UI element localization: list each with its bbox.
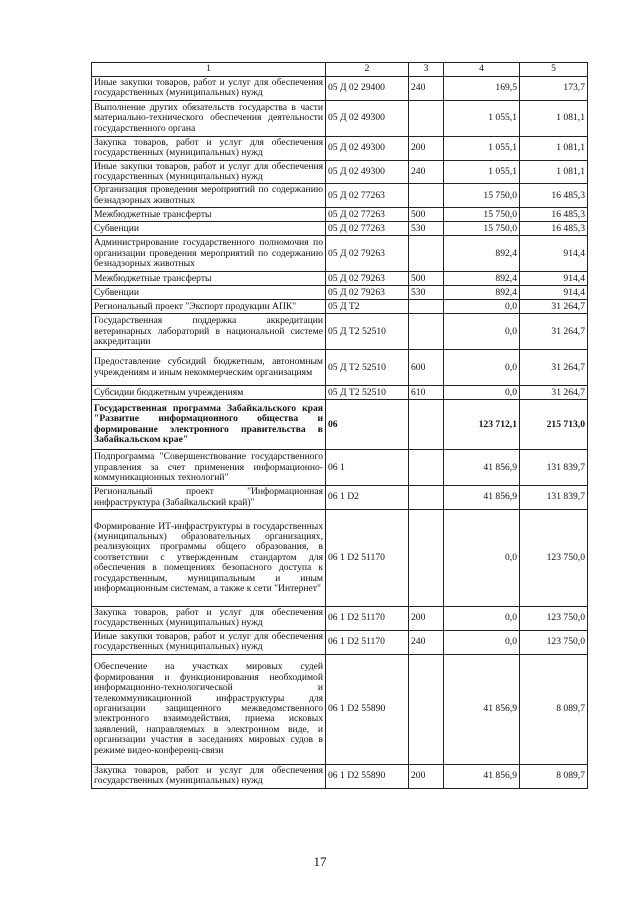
- table-row: [92, 100, 588, 136]
- row-code-cell: 05 Д 02 29400: [326, 77, 409, 101]
- column-number-3: 3: [409, 63, 444, 77]
- table-row: [92, 607, 588, 631]
- row-amount-col4-cell: 0,0: [444, 386, 520, 400]
- row-amount-col4-cell: 41 856,9: [444, 654, 520, 764]
- row-name-cell: Иные закупки товаров, работ и услуг для обеспечения государственных (муниципальных) нужд: [92, 77, 326, 101]
- row-expense-type-cell: 530: [409, 286, 444, 300]
- row-expense-type-cell: [409, 300, 444, 314]
- row-code-cell: 06 1 D2 55890: [326, 764, 409, 788]
- row-amount-col4-cell: 15 750,0: [444, 184, 520, 208]
- row-name-cell: Субвенции: [92, 222, 326, 236]
- row-code-cell: 05 Д 02 79263: [326, 286, 409, 300]
- row-amount-col5-cell: 123 750,0: [520, 630, 588, 654]
- column-number-4: 4: [444, 63, 520, 77]
- table-row: [92, 300, 588, 314]
- column-number-header-row: [92, 63, 588, 77]
- row-expense-type-cell: 200: [409, 136, 444, 160]
- row-code-cell: 05 Д Т2: [326, 300, 409, 314]
- row-amount-col4-cell: 41 856,9: [444, 764, 520, 788]
- row-code-cell: 05 Д 02 77263: [326, 208, 409, 222]
- row-name-cell: Региональный проект "Экспорт продукции АПК": [92, 300, 326, 314]
- row-expense-type-cell: 240: [409, 160, 444, 184]
- table-row: [92, 400, 588, 450]
- row-amount-col5-cell: 31 264,7: [520, 350, 588, 386]
- row-amount-col5-cell: 914,4: [520, 272, 588, 286]
- row-amount-col5-cell: 1 081,1: [520, 100, 588, 136]
- row-expense-type-cell: 500: [409, 208, 444, 222]
- table-row: [92, 486, 588, 510]
- row-amount-col4-cell: 892,4: [444, 272, 520, 286]
- row-amount-col4-cell: 1 055,1: [444, 160, 520, 184]
- table-row: [92, 450, 588, 486]
- row-name-cell: Субсидии бюджетным учреждениям: [92, 386, 326, 400]
- row-expense-type-cell: [409, 100, 444, 136]
- row-amount-col5-cell: 16 485,3: [520, 208, 588, 222]
- column-number-5: 5: [520, 63, 588, 77]
- row-amount-col5-cell: 131 839,7: [520, 450, 588, 486]
- row-name-cell: Подпрограмма "Совершенствование государственного управления за счет применения информационно-коммуникационных технологий": [92, 450, 326, 486]
- table-row: [92, 236, 588, 272]
- row-name-cell: Администрирование государственного полномочия по организации проведения мероприятий по содержанию безнадзорных животных: [92, 236, 326, 272]
- row-amount-col5-cell: 1 081,1: [520, 160, 588, 184]
- table-row: [92, 350, 588, 386]
- row-expense-type-cell: [409, 400, 444, 450]
- row-code-cell: 05 Д Т2 52510: [326, 386, 409, 400]
- row-amount-col4-cell: 0,0: [444, 510, 520, 607]
- row-code-cell: 05 Д Т2 52510: [326, 314, 409, 350]
- row-name-cell: Межбюджетные трансферты: [92, 272, 326, 286]
- row-name-cell: Организация проведения мероприятий по содержанию безнадзорных животных: [92, 184, 326, 208]
- row-expense-type-cell: [409, 236, 444, 272]
- table-row: [92, 222, 588, 236]
- row-expense-type-cell: 200: [409, 607, 444, 631]
- row-amount-col4-cell: 41 856,9: [444, 486, 520, 510]
- row-amount-col5-cell: 123 750,0: [520, 607, 588, 631]
- table-row: [92, 630, 588, 654]
- row-name-cell: Иные закупки товаров, работ и услуг для обеспечения государственных (муниципальных) нужд: [92, 160, 326, 184]
- row-expense-type-cell: [409, 510, 444, 607]
- table-body: [92, 63, 588, 789]
- row-amount-col4-cell: 0,0: [444, 630, 520, 654]
- row-code-cell: 05 Д Т2 52510: [326, 350, 409, 386]
- row-amount-col5-cell: 131 839,7: [520, 486, 588, 510]
- row-amount-col5-cell: 31 264,7: [520, 386, 588, 400]
- row-amount-col4-cell: 0,0: [444, 300, 520, 314]
- row-code-cell: 06 1 D2: [326, 486, 409, 510]
- row-name-cell: Государственная поддержка аккредитации ветеринарных лабораторий в национальной системе аккредитации: [92, 314, 326, 350]
- row-amount-col4-cell: 15 750,0: [444, 222, 520, 236]
- row-expense-type-cell: [409, 450, 444, 486]
- row-amount-col4-cell: 41 856,9: [444, 450, 520, 486]
- row-name-cell: Государственная программа Забайкальского края "Развитие информационного общества и формирование электронного правительства в Забайкальском крае": [92, 400, 326, 450]
- row-amount-col5-cell: 31 264,7: [520, 314, 588, 350]
- row-amount-col5-cell: 173,7: [520, 77, 588, 101]
- row-code-cell: 05 Д 02 77263: [326, 222, 409, 236]
- row-code-cell: 06 1: [326, 450, 409, 486]
- row-expense-type-cell: 530: [409, 222, 444, 236]
- table-row: [92, 160, 588, 184]
- column-number-1: 1: [92, 63, 326, 77]
- row-code-cell: 05 Д 02 79263: [326, 236, 409, 272]
- table-row: [92, 286, 588, 300]
- row-code-cell: 06 1 D2 51170: [326, 630, 409, 654]
- row-amount-col5-cell: 123 750,0: [520, 510, 588, 607]
- row-name-cell: Закупка товаров, работ и услуг для обеспечения государственных (муниципальных) нужд: [92, 136, 326, 160]
- row-amount-col4-cell: 169,5: [444, 77, 520, 101]
- table-row: [92, 208, 588, 222]
- row-amount-col4-cell: 892,4: [444, 236, 520, 272]
- row-amount-col4-cell: 0,0: [444, 607, 520, 631]
- row-expense-type-cell: 600: [409, 350, 444, 386]
- table-row: [92, 510, 588, 607]
- row-amount-col5-cell: 16 485,3: [520, 184, 588, 208]
- row-amount-col5-cell: 914,4: [520, 286, 588, 300]
- table-row: [92, 386, 588, 400]
- row-name-cell: Выполнение других обязательств государства в части материально-технического обеспечения деятельности государственного органа: [92, 100, 326, 136]
- row-expense-type-cell: 200: [409, 764, 444, 788]
- table-row: [92, 184, 588, 208]
- row-name-cell: Закупка товаров, работ и услуг для обеспечения государственных (муниципальных) нужд: [92, 607, 326, 631]
- column-number-2: 2: [326, 63, 409, 77]
- row-name-cell: Формирование ИТ-инфраструктуры в государственных (муниципальных) образовательных организациях, реализующих программы общего образования, в соответствии с утвержденным стандартом для обеспечения в помещениях безопасного доступа к государственным, муниципальным и иным информационным системам, а также к сети "Интернет": [92, 510, 326, 607]
- row-amount-col5-cell: 914,4: [520, 236, 588, 272]
- row-expense-type-cell: [409, 184, 444, 208]
- row-code-cell: 06: [326, 400, 409, 450]
- row-expense-type-cell: [409, 486, 444, 510]
- row-expense-type-cell: [409, 314, 444, 350]
- row-code-cell: 06 1 D2 51170: [326, 607, 409, 631]
- row-amount-col5-cell: 8 089,7: [520, 764, 588, 788]
- row-code-cell: 06 1 D2 55890: [326, 654, 409, 764]
- row-amount-col4-cell: 892,4: [444, 286, 520, 300]
- row-expense-type-cell: 610: [409, 386, 444, 400]
- row-name-cell: Межбюджетные трансферты: [92, 208, 326, 222]
- row-name-cell: Региональный проект "Информационная инфраструктура (Забайкальский край)": [92, 486, 326, 510]
- row-code-cell: 05 Д 02 49300: [326, 160, 409, 184]
- row-expense-type-cell: [409, 654, 444, 764]
- row-amount-col4-cell: 15 750,0: [444, 208, 520, 222]
- row-name-cell: Иные закупки товаров, работ и услуг для обеспечения государственных (муниципальных) нужд: [92, 630, 326, 654]
- row-name-cell: Субвенции: [92, 286, 326, 300]
- row-name-cell: Обеспечение на участках мировых судей формирования и функционирования необходимой информационно-технологической и телекоммуникационной инфраструктуры для организации защищенного межведомственного электронного взаимодействия, приема исковых заявлений, направляемых в электронном виде, и организации участия в заседаниях мировых судов в режиме видео-конференц-связи: [92, 654, 326, 764]
- row-amount-col4-cell: 1 055,1: [444, 136, 520, 160]
- row-amount-col5-cell: 8 089,7: [520, 654, 588, 764]
- row-code-cell: 05 Д 02 79263: [326, 272, 409, 286]
- row-name-cell: Закупка товаров, работ и услуг для обеспечения государственных (муниципальных) нужд: [92, 764, 326, 788]
- table-row: [92, 77, 588, 101]
- row-amount-col5-cell: 16 485,3: [520, 222, 588, 236]
- row-amount-col5-cell: 1 081,1: [520, 136, 588, 160]
- row-expense-type-cell: 240: [409, 630, 444, 654]
- row-code-cell: 05 Д 02 77263: [326, 184, 409, 208]
- row-name-cell: Предоставление субсидий бюджетным, автономным учреждениям и иным некоммерческим организациям: [92, 350, 326, 386]
- row-expense-type-cell: 240: [409, 77, 444, 101]
- row-amount-col4-cell: 1 055,1: [444, 100, 520, 136]
- table-row: [92, 136, 588, 160]
- row-expense-type-cell: 500: [409, 272, 444, 286]
- row-amount-col4-cell: 123 712,1: [444, 400, 520, 450]
- budget-table: [91, 62, 588, 789]
- row-amount-col5-cell: 31 264,7: [520, 300, 588, 314]
- row-amount-col4-cell: 0,0: [444, 314, 520, 350]
- table-row: [92, 764, 588, 788]
- table-row: [92, 314, 588, 350]
- row-amount-col4-cell: 0,0: [444, 350, 520, 386]
- row-code-cell: 05 Д 02 49300: [326, 100, 409, 136]
- row-amount-col5-cell: 215 713,0: [520, 400, 588, 450]
- table-row: [92, 272, 588, 286]
- row-code-cell: 06 1 D2 51170: [326, 510, 409, 607]
- table-row: [92, 654, 588, 764]
- row-code-cell: 05 Д 02 49300: [326, 136, 409, 160]
- page-number: 17: [313, 854, 327, 869]
